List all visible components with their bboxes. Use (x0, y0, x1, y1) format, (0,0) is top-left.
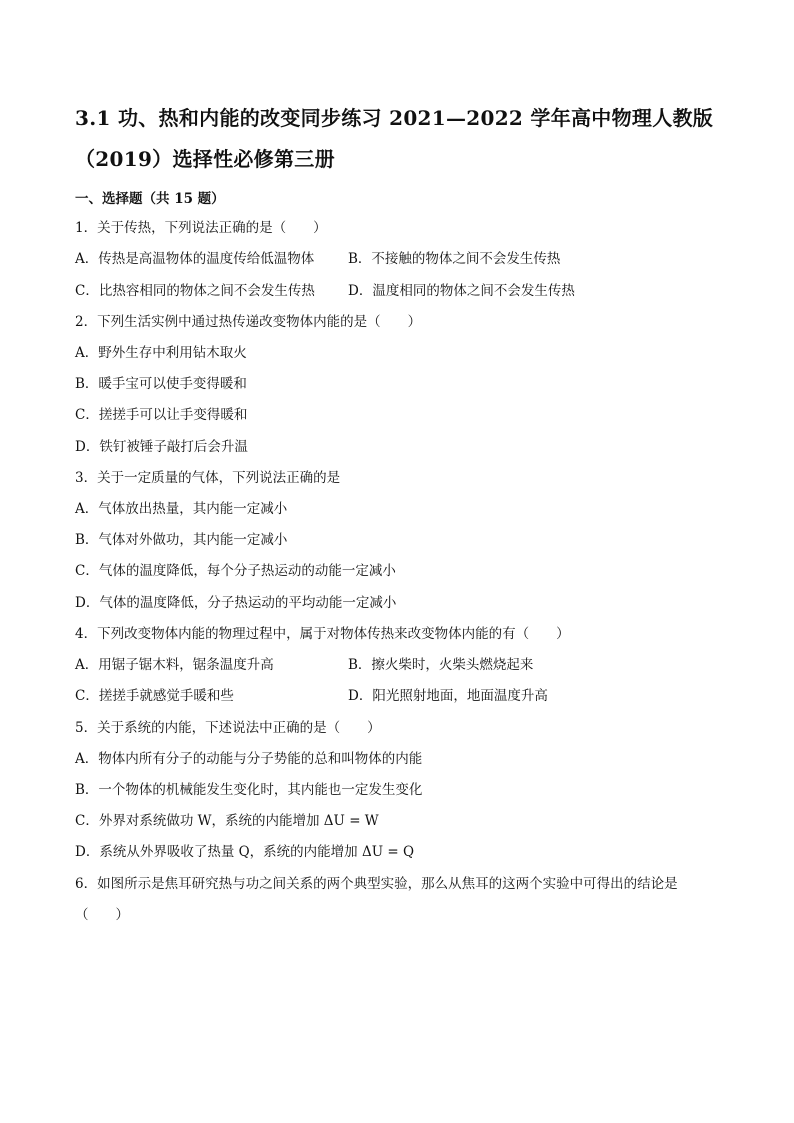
question-5-option-b: B．一个物体的机械能发生变化时，其内能也一定发生变化 (75, 782, 423, 798)
question-1-option-c: C．比热容相同的物体之间不会发生传热 (75, 283, 315, 299)
question-5-option-c: C．外界对系统做功 W，系统的内能增加 ΔU = W (75, 813, 379, 829)
question-2-option-b: B．暖手宝可以使手变得暖和 (75, 376, 247, 392)
question-5-option-d: D．系统从外界吸收了热量 Q，系统的内能增加 ΔU = Q (75, 844, 415, 860)
question-4-option-c: C．搓搓手就感觉手暖和些 (75, 688, 234, 704)
section-heading: 一、选择题（共 15 题） (75, 191, 225, 207)
question-3-option-c: C．气体的温度降低，每个分子热运动的动能一定减小 (75, 563, 396, 579)
question-1-option-a: A．传热是高温物体的温度传给低温物体 (75, 251, 315, 267)
question-3-option-b: B．气体对外做功，其内能一定减小 (75, 532, 288, 548)
question-6-stem-continued: （ ） (75, 907, 129, 923)
question-5-stem: 5．关于系统的内能，下述说法中正确的是（ ） (75, 720, 381, 736)
question-1-option-d: D．温度相同的物体之间不会发生传热 (348, 283, 575, 299)
question-2-option-d: D．铁钉被锤子敲打后会升温 (75, 439, 248, 455)
question-6-stem: 6．如图所示是焦耳研究热与功之间关系的两个典型实验，那么从焦耳的这两个实验中可得出的结论是 (75, 876, 678, 892)
question-4-option-a: A．用锯子锯木料，锯条温度升高 (75, 657, 274, 673)
question-1-stem: 1．关于传热，下列说法正确的是（ ） (75, 220, 327, 236)
document-title-line2: （2019）选择性必修第三册 (75, 147, 335, 171)
document-title-line1: 3.1 功、热和内能的改变同步练习 2021—2022 学年高中物理人教版 (75, 106, 714, 130)
question-4-option-d: D．阳光照射地面，地面温度升高 (348, 688, 548, 704)
question-3-stem: 3．关于一定质量的气体，下列说法正确的是 (75, 470, 341, 486)
question-3-option-a: A．气体放出热量，其内能一定减小 (75, 501, 288, 517)
question-4-option-b: B．擦火柴时，火柴头燃烧起来 (348, 657, 534, 673)
question-3-option-d: D．气体的温度降低，分子热运动的平均动能一定减小 (75, 595, 397, 611)
question-2-option-c: C．搓搓手可以让手变得暖和 (75, 407, 248, 423)
question-1-option-b: B．不接触的物体之间不会发生传热 (348, 251, 561, 267)
question-5-option-a: A．物体内所有分子的动能与分子势能的总和叫物体的内能 (75, 751, 423, 767)
question-2-option-a: A．野外生存中利用钻木取火 (75, 345, 247, 361)
question-4-stem: 4．下列改变物体内能的物理过程中，属于对物体传热来改变物体内能的有（ ） (75, 626, 570, 642)
question-2-stem: 2．下列生活实例中通过热传递改变物体内能的是（ ） (75, 314, 422, 330)
